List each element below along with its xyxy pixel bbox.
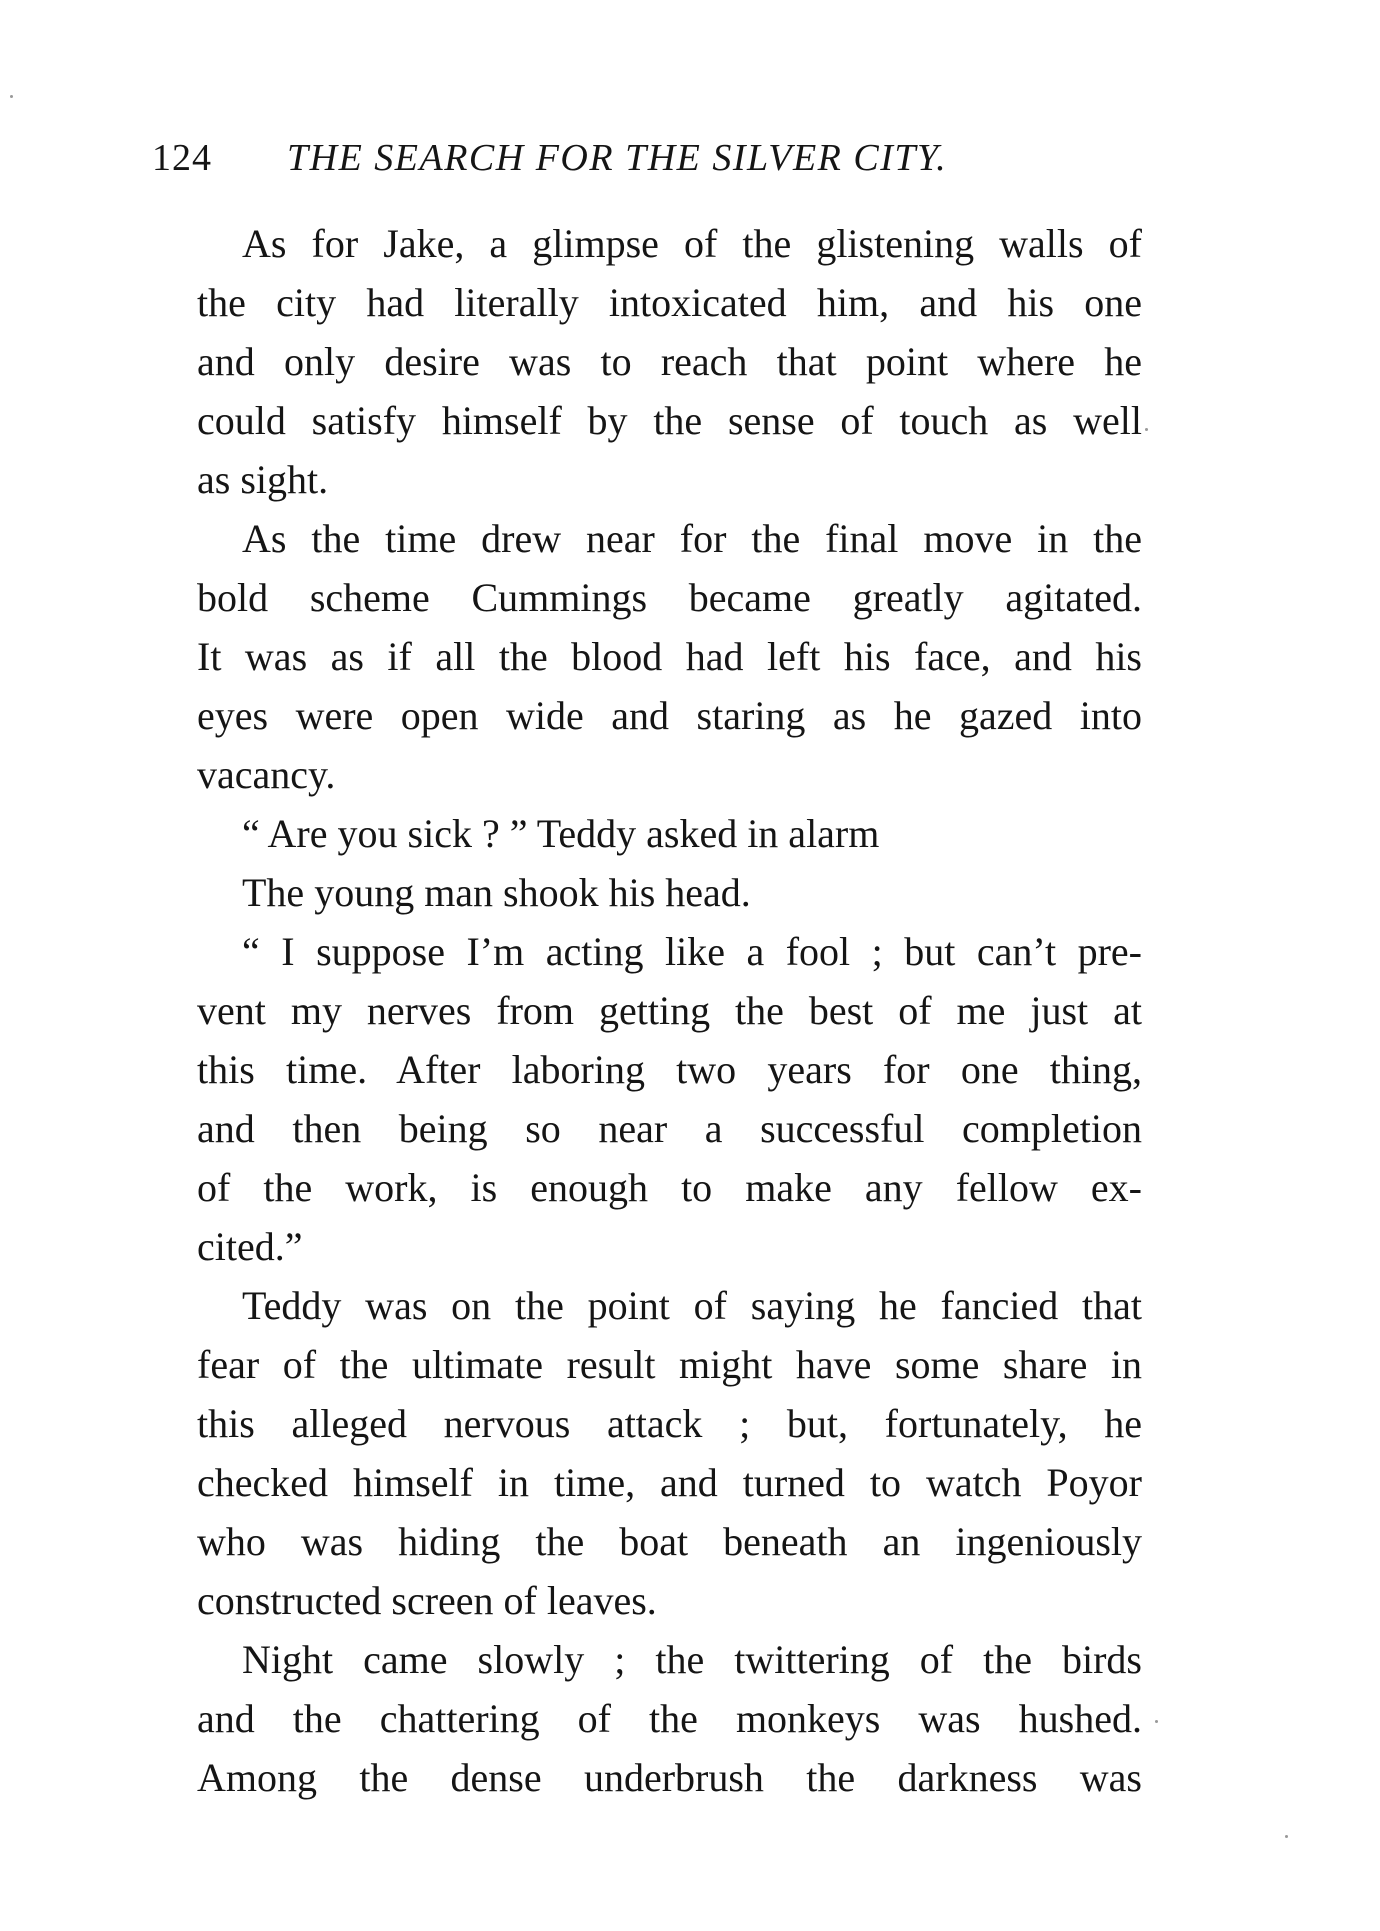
text-line: As for Jake, a glimpse of the glistening walls of	[242, 221, 1142, 266]
text-line: vacancy.	[197, 752, 336, 797]
text-line: and then being so near a successful completion	[197, 1106, 1142, 1151]
text-line: The young man shook his head.	[242, 870, 751, 915]
paragraph	[152, 863, 1142, 922]
text-line: checked himself in time, and turned to watch Poyor	[197, 1460, 1142, 1505]
page-number: 124	[152, 137, 212, 179]
running-title: THE SEARCH FOR THE SILVER CITY.	[287, 137, 948, 179]
paragraph	[152, 1630, 1142, 1807]
paragraph	[152, 922, 1142, 1276]
scan-speck	[1145, 428, 1148, 431]
text-line: vent my nerves from getting the best of me just at	[197, 988, 1142, 1033]
paragraph	[152, 214, 1142, 509]
text-line: “ Are you sick ? ” Teddy asked in alarm	[242, 811, 880, 856]
text-line: Night came slowly ; the twittering of the birds	[242, 1637, 1142, 1682]
paragraph	[152, 1276, 1142, 1630]
text-line: this alleged nervous attack ; but, fortunately, he	[197, 1401, 1142, 1446]
text-line: this time. After laboring two years for one thing,	[197, 1047, 1142, 1092]
text-line: and only desire was to reach that point where he	[197, 339, 1142, 384]
text-line: It was as if all the blood had left his face, and his	[197, 634, 1142, 679]
text-line: cited.”	[197, 1224, 303, 1269]
scan-speck	[10, 95, 13, 98]
text-line: of the work, is enough to make any fellow ex-	[197, 1165, 1142, 1210]
paragraph	[152, 804, 1142, 863]
body-text	[152, 214, 1142, 1807]
scan-speck	[1285, 1835, 1288, 1838]
text-line: bold scheme Cummings became greatly agitated.	[197, 575, 1142, 620]
text-line: could satisfy himself by the sense of touch as well	[197, 398, 1142, 443]
text-line: as sight.	[197, 457, 329, 502]
text-line: Among the dense underbrush the darkness was	[197, 1755, 1142, 1800]
paragraph	[152, 509, 1142, 804]
scan-speck	[1155, 1720, 1158, 1723]
text-line: fear of the ultimate result might have some share in	[197, 1342, 1142, 1387]
text-line: the city had literally intoxicated him, and his one	[197, 280, 1142, 325]
text-line: constructed screen of leaves.	[197, 1578, 657, 1623]
text-line: Teddy was on the point of saying he fancied that	[242, 1283, 1142, 1328]
page-header	[152, 128, 1052, 188]
text-line: eyes were open wide and staring as he gazed into	[197, 693, 1142, 738]
text-line: who was hiding the boat beneath an ingeniously	[197, 1519, 1142, 1564]
text-line: “ I suppose I’m acting like a fool ; but can’t pre-	[242, 929, 1142, 974]
text-line: As the time drew near for the final move in the	[242, 516, 1142, 561]
text-line: and the chattering of the monkeys was hushed.	[197, 1696, 1142, 1741]
